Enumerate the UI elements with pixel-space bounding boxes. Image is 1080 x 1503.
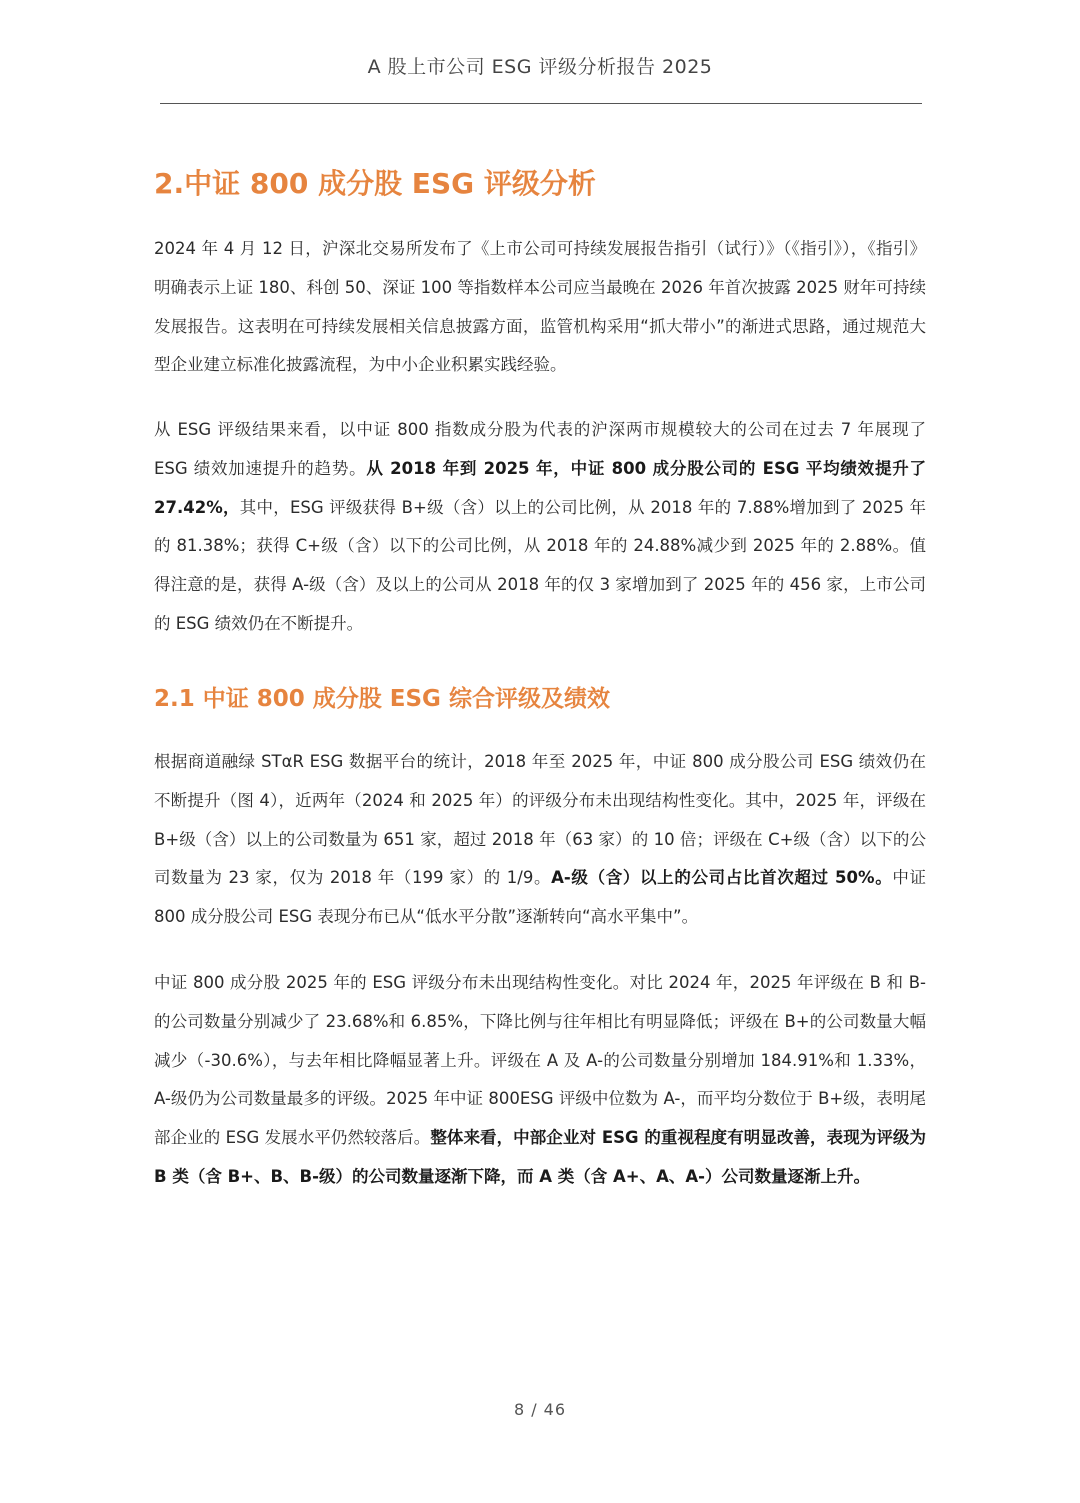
paragraph-text: 中证 800 成分股公司 ESG 表现分布已从“低水平分散”逐渐转向“高水平集中”。 xyxy=(154,868,927,927)
header-divider xyxy=(160,103,922,104)
paragraph-text: 中证 800 成分股 2025 年的 ESG 评级分布未出现结构性变化。对比 2024 年，2025 年评级在 B 和 B-的公司数量分别减少了 23.68%和 6.85%，下降比例与往年相比有明显降低；评级在 B+的公司数量大幅减少（-30.6%），与去年相比降幅显著上升。评级在 A 及 A-的公司数量分别增加 184.91%和 1.33%，A-级仍为公司数量最多的评级。2025 年中证 800ESG 评级中位数为 A-，而平均分数位于 B+级，表明尾部企业的 ESG 发展水平仍然较落后。 xyxy=(154,973,926,1148)
page-number: 8 / 46 xyxy=(513,1400,567,1419)
paragraph-rating-distribution xyxy=(154,743,926,937)
paragraph-text: 根据商道融绿 STαR ESG 数据平台的统计，2018 年至 2025 年，中证 800 成分股公司 ESG 绩效仍在不断提升（图 4），近两年（2024 和 2025 年）的评级分布未出现结构性变化。其中，2025 年，评级在 B+级（含）以上的公司数量为 651 家，超过 2018 年（63 家）的 10 倍；评级在 C+级（含）以下的公司数量为 23 家，仅为 2018 年（199 家）的 1/9。 xyxy=(154,752,926,888)
subsection-title: 2.1 中证 800 成分股 ESG 综合评级及绩效 xyxy=(154,686,610,712)
paragraph-2025-comparison xyxy=(154,964,926,1197)
paragraph-disclosure-guidelines xyxy=(154,230,926,385)
paragraph-esg-trend xyxy=(154,411,926,644)
paragraph-text: 其中，ESG 评级获得 B+级（含）以上的公司比例，从 2018 年的 7.88%增加到了 2025 年的 81.38%；获得 C+级（含）以下的公司比例，从 2018 年的 24.88%减少到 2025 年的 2.88%。值得注意的是，获得 A-级（含）及以上的公司从 2018 年的仅 3 家增加到了 2025 年的 456 家，上市公司的 ESG 绩效仍在不断提升。 xyxy=(154,497,926,633)
paragraph-emphasis: A-级（含）以上的公司占比首次超过 50%。 xyxy=(551,868,893,888)
paragraph-emphasis: 整体来看，中部企业对 ESG 的重视程度有明显改善，表现为评级为 B 类（含 B+、B、B-级）的公司数量逐渐下降，而 A 类（含 A+、A、A-）公司数量逐渐上升。 xyxy=(154,1128,926,1186)
paragraph-emphasis: 从 2018 年到 2025 年，中证 800 成分股公司的 ESG 平均绩效提升了 27.42%， xyxy=(154,458,926,517)
running-header: A 股上市公司 ESG 评级分析报告 2025 xyxy=(367,56,713,78)
section-title: 2.中证 800 成分股 ESG 评级分析 xyxy=(154,167,596,200)
paragraph-text: 2024 年 4 月 12 日，沪深北交易所发布了《上市公司可持续发展报告指引（试行）》（《指引》），《指引》明确表示上证 180、科创 50、深证 100 等指数样本公司应当最晚在 2026 年首次披露 2025 财年可持续发展报告。这表明在可持续发展相关信息披露方面，监管机构采用“抓大带小”的渐进式思路，通过规范大型企业建立标准化披露流程，为中小企业积累实践经验。 xyxy=(154,239,926,375)
paragraph-text: 从 ESG 评级结果来看，以中证 800 指数成分股为代表的沪深两市规模较大的公司在过去 7 年展现了 ESG 绩效加速提升的趋势。 xyxy=(154,420,926,478)
